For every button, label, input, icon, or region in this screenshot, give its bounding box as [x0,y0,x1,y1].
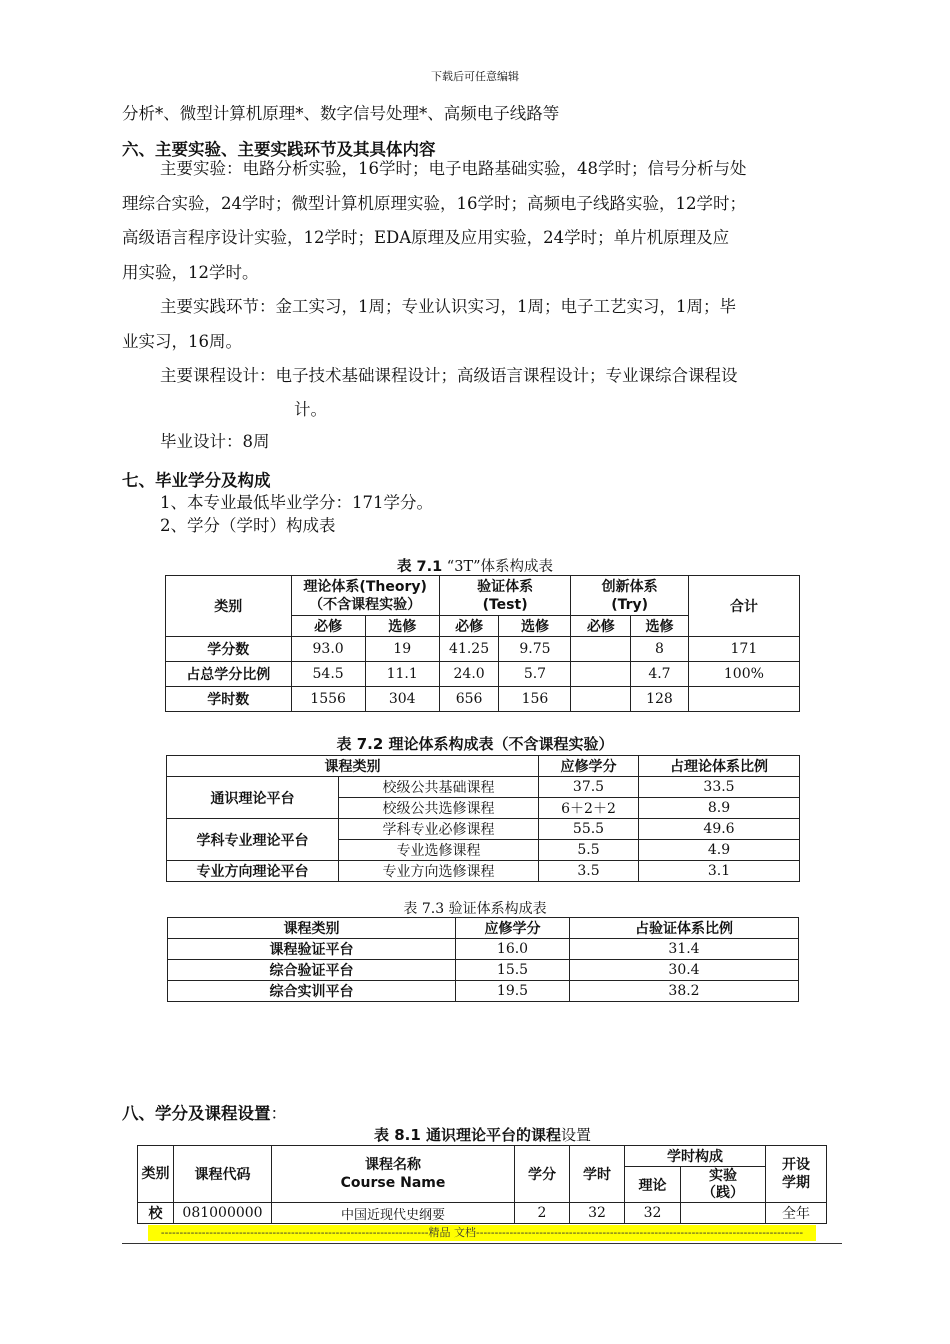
table-7-1 [165,575,800,712]
credit: 6＋2＋2 [539,798,639,819]
course-design-line-1: 主要课程设计：电子技术基础课程设计；高级语言课程设计；专业课综合课程设 [160,366,738,385]
header-course-category: 课程类别 [167,756,539,777]
header-course-code: 课程代码 [174,1146,272,1203]
ratio: 3.1 [639,861,800,882]
section-8-heading [122,1100,287,1124]
header-experiment-note: （践） [702,1184,744,1201]
table-row [168,939,799,960]
footer-watermark-band: ------------------------------------------------------------------------精品 文档---------------------------------------------------------------------------------------- [148,1225,816,1241]
table-7-1-caption [0,555,950,576]
ratio: 38.2 [570,981,799,1002]
header-required-credits: 应修学分 [539,756,639,777]
cell: 656 [439,687,499,712]
credit: 55.5 [539,819,639,840]
header-theory [291,576,439,616]
table-7-3-caption: 表 7.3 验证体系构成表 [403,901,547,917]
course-type: 学科专业必修课程 [339,819,539,840]
cell: 100% [688,662,799,687]
cell: 5.7 [499,662,571,687]
header-experiment-title: 实验 [709,1167,737,1184]
course-type: 校级公共基础课程 [339,777,539,798]
header-test [439,576,571,616]
platform-name: 课程验证平台 [168,939,456,960]
cell: 1556 [291,687,365,712]
ratio: 8.9 [639,798,800,819]
table-row [166,662,800,687]
header-theory-note: （不含课程实验） [309,596,422,613]
header-note: 下载后可任意编辑 [431,70,519,83]
header-course-category: 课程类别 [168,918,456,939]
table-row [168,960,799,981]
table-8-1-caption [0,1124,950,1145]
header-total: 合计 [688,576,799,637]
course-term: 全年 [766,1203,827,1224]
row-label: 占总学分比例 [166,662,292,687]
group-discipline: 学科专业理论平台 [167,819,339,861]
credit: 37.5 [539,777,639,798]
header-course-name-cn: 课程名称 [365,1157,421,1173]
section-8-colon: ： [270,1104,287,1123]
header-test-ratio: 占验证体系比例 [570,918,799,939]
table-8-1 [137,1145,827,1224]
course-name: 中国近现代史纲要 [272,1203,515,1224]
practice-line-1: 主要实践环节：金工实习，1周；专业认识实习，1周；电子工艺实习，1周；毕 [160,297,736,316]
group-direction: 专业方向理论平台 [167,861,339,882]
course-type: 校级公共选修课程 [339,798,539,819]
cell: 9.75 [499,637,571,662]
header-theory-title: 理论体系(Theory) [303,578,427,595]
table-7-2 [166,755,800,882]
header-optional: 选修 [365,616,439,637]
table-row [167,861,800,882]
experiments-line-3: 高级语言程序设计实验，12学时；EDA原理及应用实验，24学时；单片机原理及应 [122,228,730,247]
ratio: 49.6 [639,819,800,840]
cell: 11.1 [365,662,439,687]
header-term: 开设学期 [766,1146,827,1203]
course-theory-hours: 32 [625,1203,681,1224]
cell: 128 [631,687,689,712]
header-try [571,576,688,616]
credit: 3.5 [539,861,639,882]
course-type: 专业方向选修课程 [339,861,539,882]
header-required-credits: 应修学分 [456,918,570,939]
cell: 8 [631,637,689,662]
section-6-heading: 六、主要实验、主要实践环节及其具体内容 [122,140,436,159]
table-row [166,637,800,662]
table-row [138,1203,827,1224]
credit: 5.5 [539,840,639,861]
header-test-note: (Test) [482,596,528,613]
header-theory: 理论 [625,1167,681,1203]
table-7-1-caption-number: 表 7.1 [396,559,443,575]
table-7-1-caption-title: “3T”体系构成表 [442,559,554,575]
row-label: 学分数 [166,637,292,662]
header-optional: 选修 [499,616,571,637]
table-8-1-caption-suffix: 设置 [561,1126,592,1144]
practice-line-2: 业实习，16周。 [122,332,242,351]
header-try-title: 创新体系 [601,578,658,595]
graduation-design: 毕业设计：8周 [160,432,270,451]
header-required: 必修 [439,616,499,637]
header-try-note: (Try) [611,596,649,613]
cell [571,687,631,712]
header-experiment [681,1167,766,1203]
experiments-line-1: 主要实验：电路分析实验，16学时；电子电路基础实验，48学时；信号分析与处 [160,159,747,178]
header-theory-ratio: 占理论体系比例 [639,756,800,777]
table-row [166,687,800,712]
course-type: 校 [138,1203,174,1224]
ratio: 4.9 [639,840,800,861]
header-category: 类别 [166,576,292,637]
header-course-name [272,1146,515,1203]
cell: 19 [365,637,439,662]
section-8-title: 八、学分及课程设置 [122,1104,271,1123]
header-course-name-en: Course Name [340,1175,446,1191]
section-7-heading: 七、毕业学分及构成 [122,471,271,490]
cell: 304 [365,687,439,712]
credit: 16.0 [456,939,570,960]
cell: 41.25 [439,637,499,662]
cell [688,687,799,712]
cell: 4.7 [631,662,689,687]
footer-divider [122,1243,842,1244]
experiments-line-4: 用实验，12学时。 [122,263,259,282]
cell [571,637,631,662]
header-optional: 选修 [631,616,689,637]
section-7-item-1: 1、本专业最低毕业学分：171学分。 [160,493,433,512]
table-7-3 [167,917,799,1002]
table-7-2-caption: 表 7.2 理论体系构成表（不含课程实验） [336,735,614,753]
course-code: 081000000 [174,1203,272,1224]
platform-name: 综合验证平台 [168,960,456,981]
platform-name: 综合实训平台 [168,981,456,1002]
header-credit: 学分 [515,1146,570,1203]
row-label: 学时数 [166,687,292,712]
cell: 24.0 [439,662,499,687]
cell: 54.5 [291,662,365,687]
paragraph-continuation: 分析*、微型计算机原理*、数字信号处理*、高频电子线路等 [122,104,560,123]
header-test-title: 验证体系 [477,578,534,595]
ratio: 31.4 [570,939,799,960]
table-row [167,777,800,798]
experiments-line-2: 理综合实验，24学时；微型计算机原理实验，16学时；高频电子线路实验，12学时； [122,194,746,213]
table-8-1-caption-title: 表 8.1 通识理论平台的课程 [373,1126,561,1144]
header-required: 必修 [291,616,365,637]
course-type: 专业选修课程 [339,840,539,861]
header-hours-composition: 学时构成 [625,1146,766,1167]
course-experiment-hours [681,1203,766,1224]
header-type: 类别 [138,1146,174,1203]
credit: 19.5 [456,981,570,1002]
header-required: 必修 [571,616,631,637]
cell [571,662,631,687]
course-design-line-2: 计。 [294,400,327,419]
course-hours: 32 [570,1203,625,1224]
cell: 156 [499,687,571,712]
ratio: 30.4 [570,960,799,981]
table-row [168,981,799,1002]
table-row [167,819,800,840]
header-hours: 学时 [570,1146,625,1203]
course-credit: 2 [515,1203,570,1224]
cell: 93.0 [291,637,365,662]
section-7-item-2: 2、学分（学时）构成表 [160,516,336,535]
ratio: 33.5 [639,777,800,798]
cell: 171 [688,637,799,662]
group-general: 通识理论平台 [167,777,339,819]
credit: 15.5 [456,960,570,981]
